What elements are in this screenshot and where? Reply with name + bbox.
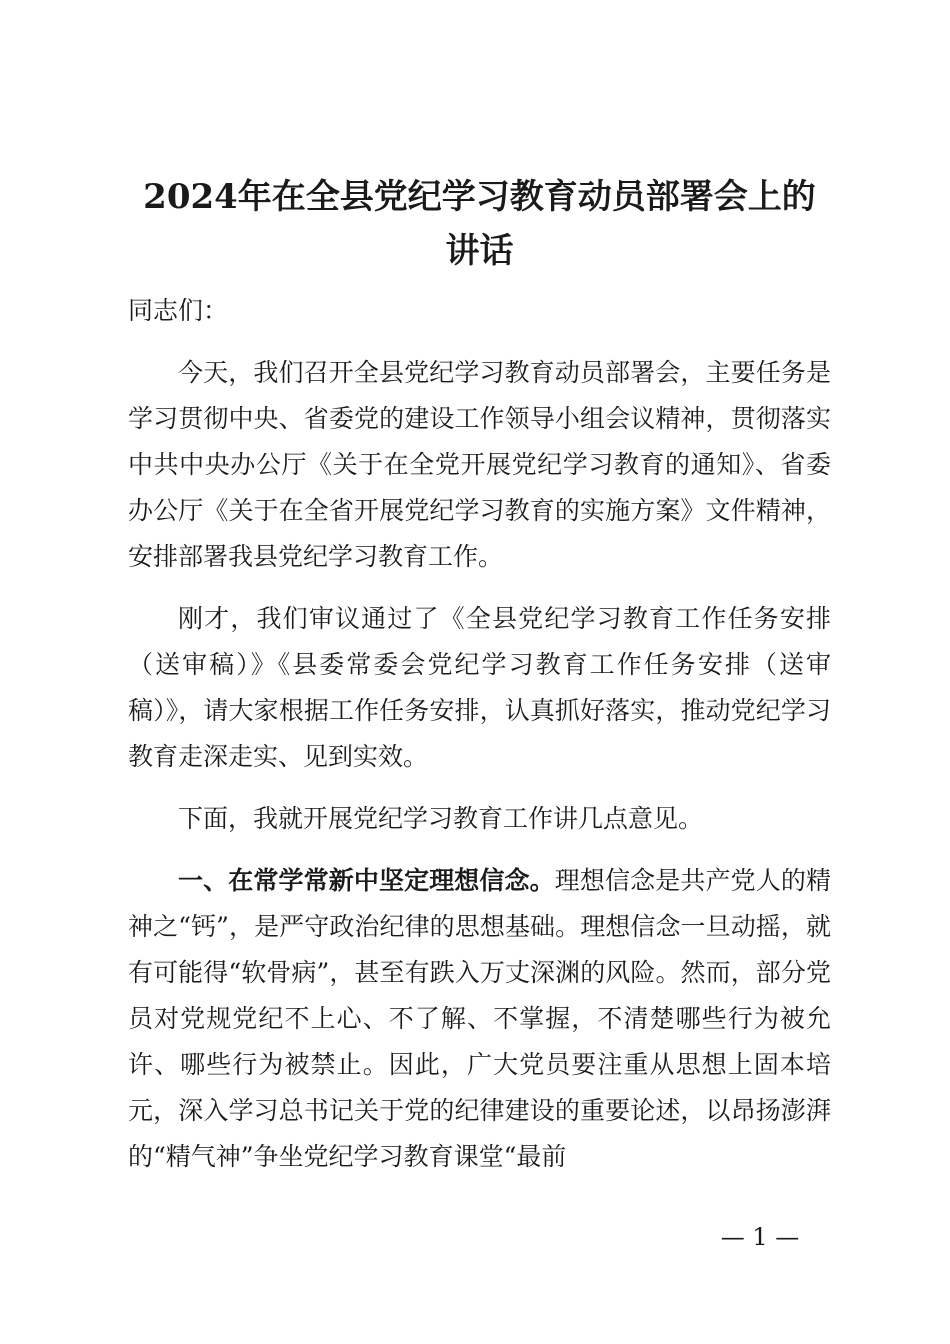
paragraph-2-text: 刚才，我们审议通过了《全县党纪学习教育工作任务安排（送审稿）》《县委常委会党纪学习教育工作任务安排（送审稿）》，请大家根据工作任务安排，认真抓好落实，推动党纪学习教育走深走实、见到实效。 — [128, 604, 831, 771]
document-title — [128, 170, 831, 278]
paragraph-2 — [128, 596, 831, 780]
paragraph-1 — [128, 350, 831, 580]
salutation: 同志们： — [128, 296, 229, 325]
paragraph-4 — [128, 858, 831, 1180]
paragraph-1-text: 今天，我们召开全县党纪学习教育动员部署会，主要任务是学习贯彻中央、省委党的建设工作领导小组会议精神，贯彻落实中共中央办公厅《关于在全党开展党纪学习教育的通知》、省委办公厅《关于在全省开展党纪学习教育的实施方案》文件精神，安排部署我县党纪学习教育工作。 — [128, 358, 831, 571]
paragraph-3 — [128, 796, 831, 842]
title-line-2: 讲话 — [445, 231, 514, 271]
page-number: — 1 — — [720, 1223, 800, 1251]
title-line-1: 2024年在全县党纪学习教育动员部署会上的 — [143, 177, 816, 217]
paragraph-3-text: 下面，我就开展党纪学习教育工作讲几点意见。 — [178, 804, 704, 833]
section-heading-1: 一、在常学常新中坚定理想信念。 — [178, 866, 555, 895]
document-body — [128, 288, 831, 1196]
paragraph-4-text: 理想信念是共产党人的精神之“钙”，是严守政治纪律的思想基础。理想信念一旦动摇，就有可能得“软骨病”，甚至有跌入万丈深渊的风险。然而，部分党员对党规党纪不上心、不了解、不掌握，不清楚哪些行为被允许、哪些行为被禁止。因此，广大党员要注重从思想上固本培元，深入学习总书记关于党的纪律建设的重要论述，以昂扬澎湃的“精气神”争坐党纪学习教育课堂“最前 — [128, 866, 831, 1171]
